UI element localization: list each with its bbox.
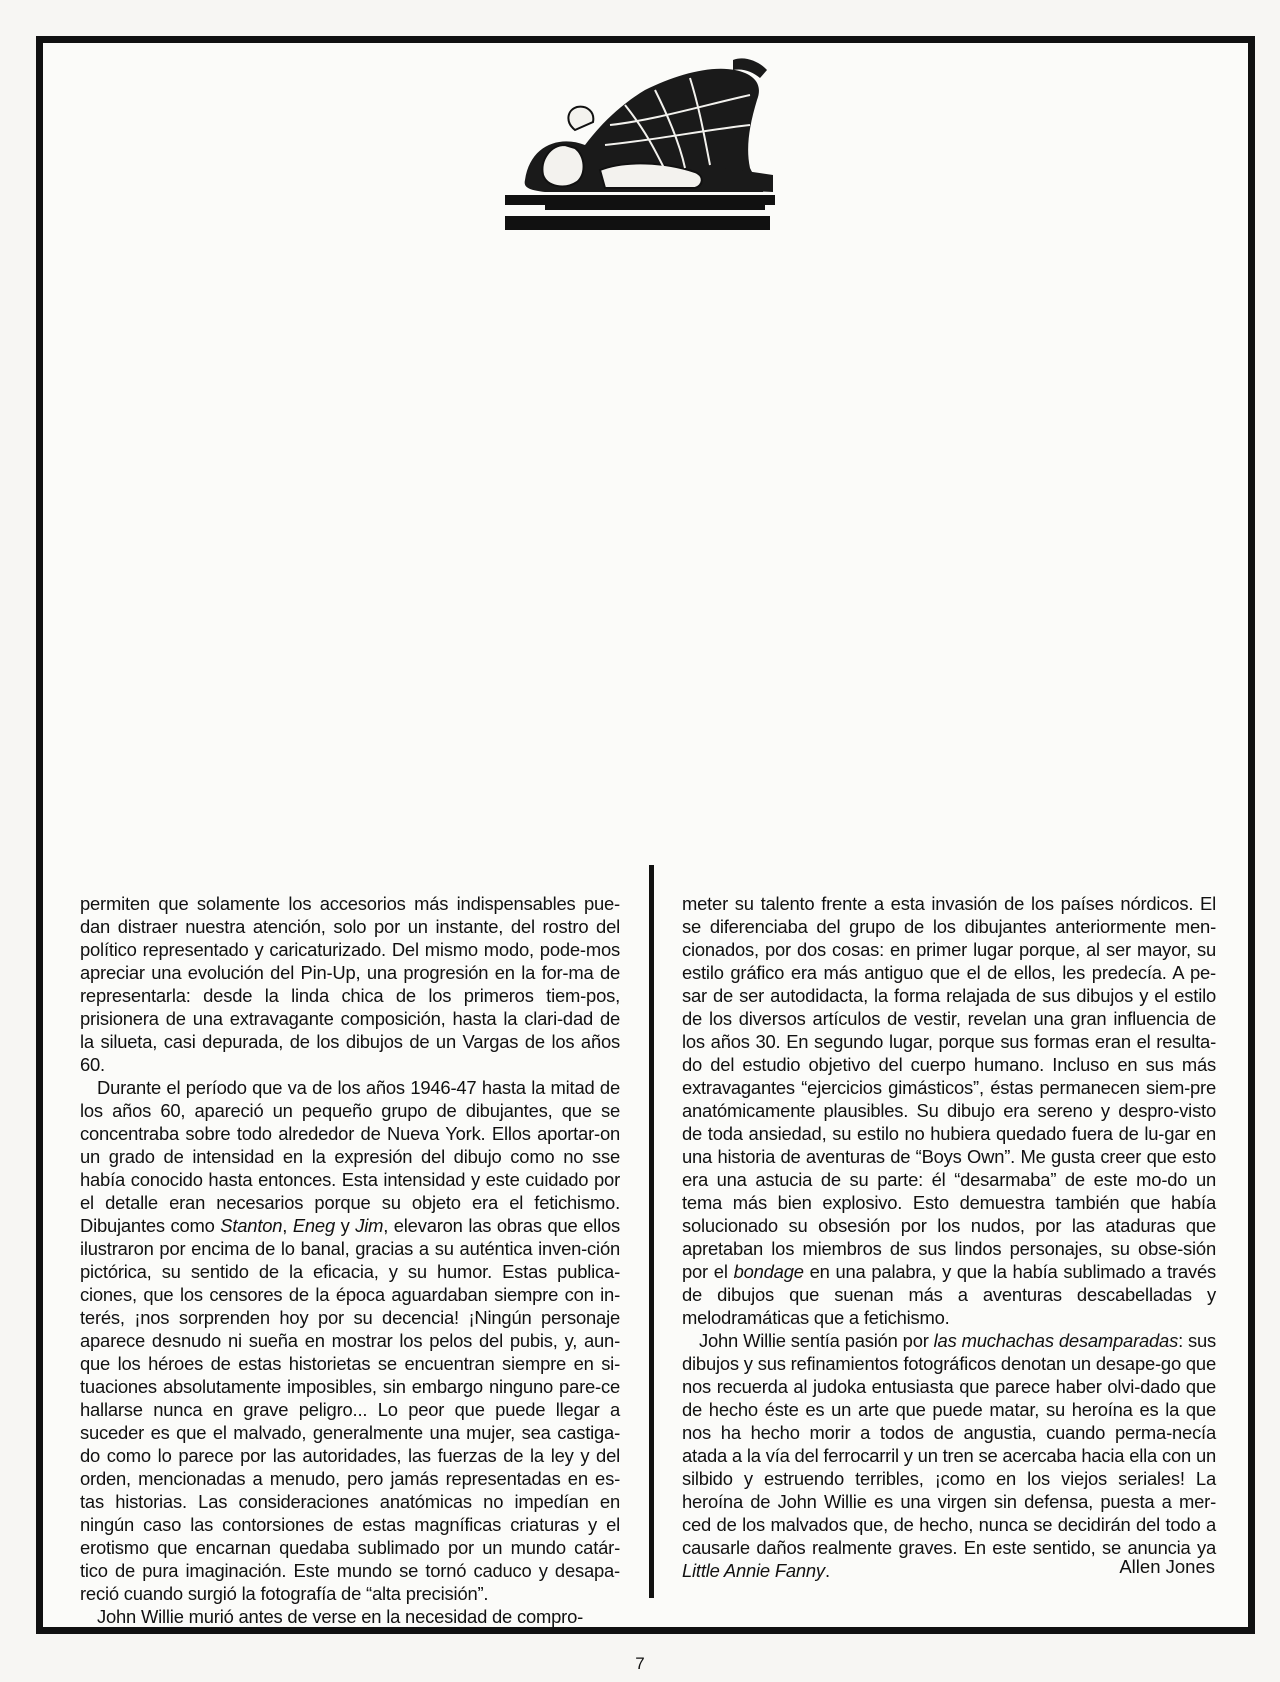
paragraph: Durante el período que va de los años 1946-47 hasta la mitad de los años 60, apareció un pequeño grupo de dibujantes, que se concentraba sobre todo alrededor de Nueva York. Ellos aportar-on un grado de intensidad en la expresión del dibujo como no sse había conocido hasta entonces. Esta intensidad y este cuidado por el detalle eran necesarios porque su objeto era el fetichismo. Dibujantes como Stanton, Eneg y Jim, elevaron las obras que ellos ilustraron por encima de lo banal, gracias a su auténtica inven-ción pictórica, su sentido de la eficacia, y su humor. Estas publica-ciones, que los censores de la época aguardaban siempre con in-terés, ¡nos sorprenden hoy por su decencia! ¡Ningún personaje aparece desnudo ni sueña en mostrar los pelos del pubis, y, aun-que los héroes de estas historietas se encuentran siempre en si-tuaciones absolutamente imposibles, sin embargo ninguno pare-ce hallarse nunca en grave peligro... Lo peor que puede llegar a suceder es que el malvado, generalmente una mujer, sea castiga-do como lo parece por las autoridades, las fuerzas de la ley y del orden, mencionadas a menudo, pero jamás representadas en es-tas historias. Las consideraciones anatómicas no impedían en ningún caso las contorsiones de estas magníficas criaturas y el erotismo que encarnan quedaba sublimado por un mundo catár-tico de pura imaginación. Este mundo se tornó caduco y desapa-reció cuando surgió la fotografía de “alta precisión”. xyxy=(80,1077,620,1604)
author-signature: Allen Jones xyxy=(1119,1556,1215,1577)
left-column xyxy=(80,892,620,1628)
paragraph: meter su talento frente a esta invasión de los países nórdicos. El se diferenciaba del grupo de los dibujantes anteriormente men-cionados, por dos cosas: en primer lugar porque, al ser mayor, su estilo gráfico era más antiguo que el de ellos, les predecía. A pe-sar de ser autodidacta, la forma relajada de sus dibujos y el estilo de los diversos artículos de vestir, revelan una gran influencia de los años 30. En segundo lugar, porque sus formas eran el resulta-do del estudio objetivo del cuerpo humano. Incluso en sus más extravagantes “ejercicios gimásticos”, éstas permanecen siem-pre anatómicamente plausibles. Su dibujo era sereno y despro-visto de toda ansiedad, su estilo no hubiera quedado fuera de lu-gar en una historia de aventuras de “Boys Own”. Me gusta creer que esto era una astucia de su parte: él “desarmaba” de este mo-do un tema más bien explosivo. Esto demuestra también que había solucionado su obsesión por los nudos, por las ataduras que apretaban los miembros de sus lindos personajes, su obse-sión por el bondage en una palabra, y que la había sublimado a través de dibujos que suenan más a aventuras descabelladas y melodramáticas que a fetichismo. xyxy=(682,893,1217,1328)
paragraph: John Willie sentía pasión por las muchachas desamparadas: sus dibujos y sus refinamientos fotográficos denotan un desape-go que nos recuerda al judoka entusiasta que parece haber olvi-dado que de hecho éste es un arte que puede matar, su heroína es la que nos ha hecho morir a todos de angustia, cuando perma-necía atada a la vía del ferrocarril y un tren se acercaba hacia ella con un silbido y estruendo terribles, ¡como en los viejos seriales! La heroína de John Willie es una virgen sin defensa, puesta a mer-ced de los malvados que, de hecho, nunca se decidirán del todo a causarle daños realmente graves. En este sentido, se anuncia ya Little Annie Fanny. xyxy=(682,1330,1217,1581)
right-column xyxy=(682,892,1216,1582)
page-number: 7 xyxy=(635,1654,645,1673)
paragraph: permiten que solamente los accesorios más indispensables pue-dan distraer nuestra atención, solo por un instante, del rostro del político representado y caricaturizado. Del mismo modo, pode-mos apreciar una evolución del Pin-Up, una progresión en la for-ma de representarla: desde la linda chica de los primeros tiem-pos, prisionera de una extravagante composición, hasta la clari-dad de la silueta, casi depurada, de los dibujos de un Vargas de los años 60. xyxy=(80,893,620,1075)
bound-figure-illustration xyxy=(505,50,775,230)
column-divider xyxy=(649,865,654,1598)
paragraph: John Willie murió antes de verse en la necesidad de compro- xyxy=(97,1606,584,1627)
